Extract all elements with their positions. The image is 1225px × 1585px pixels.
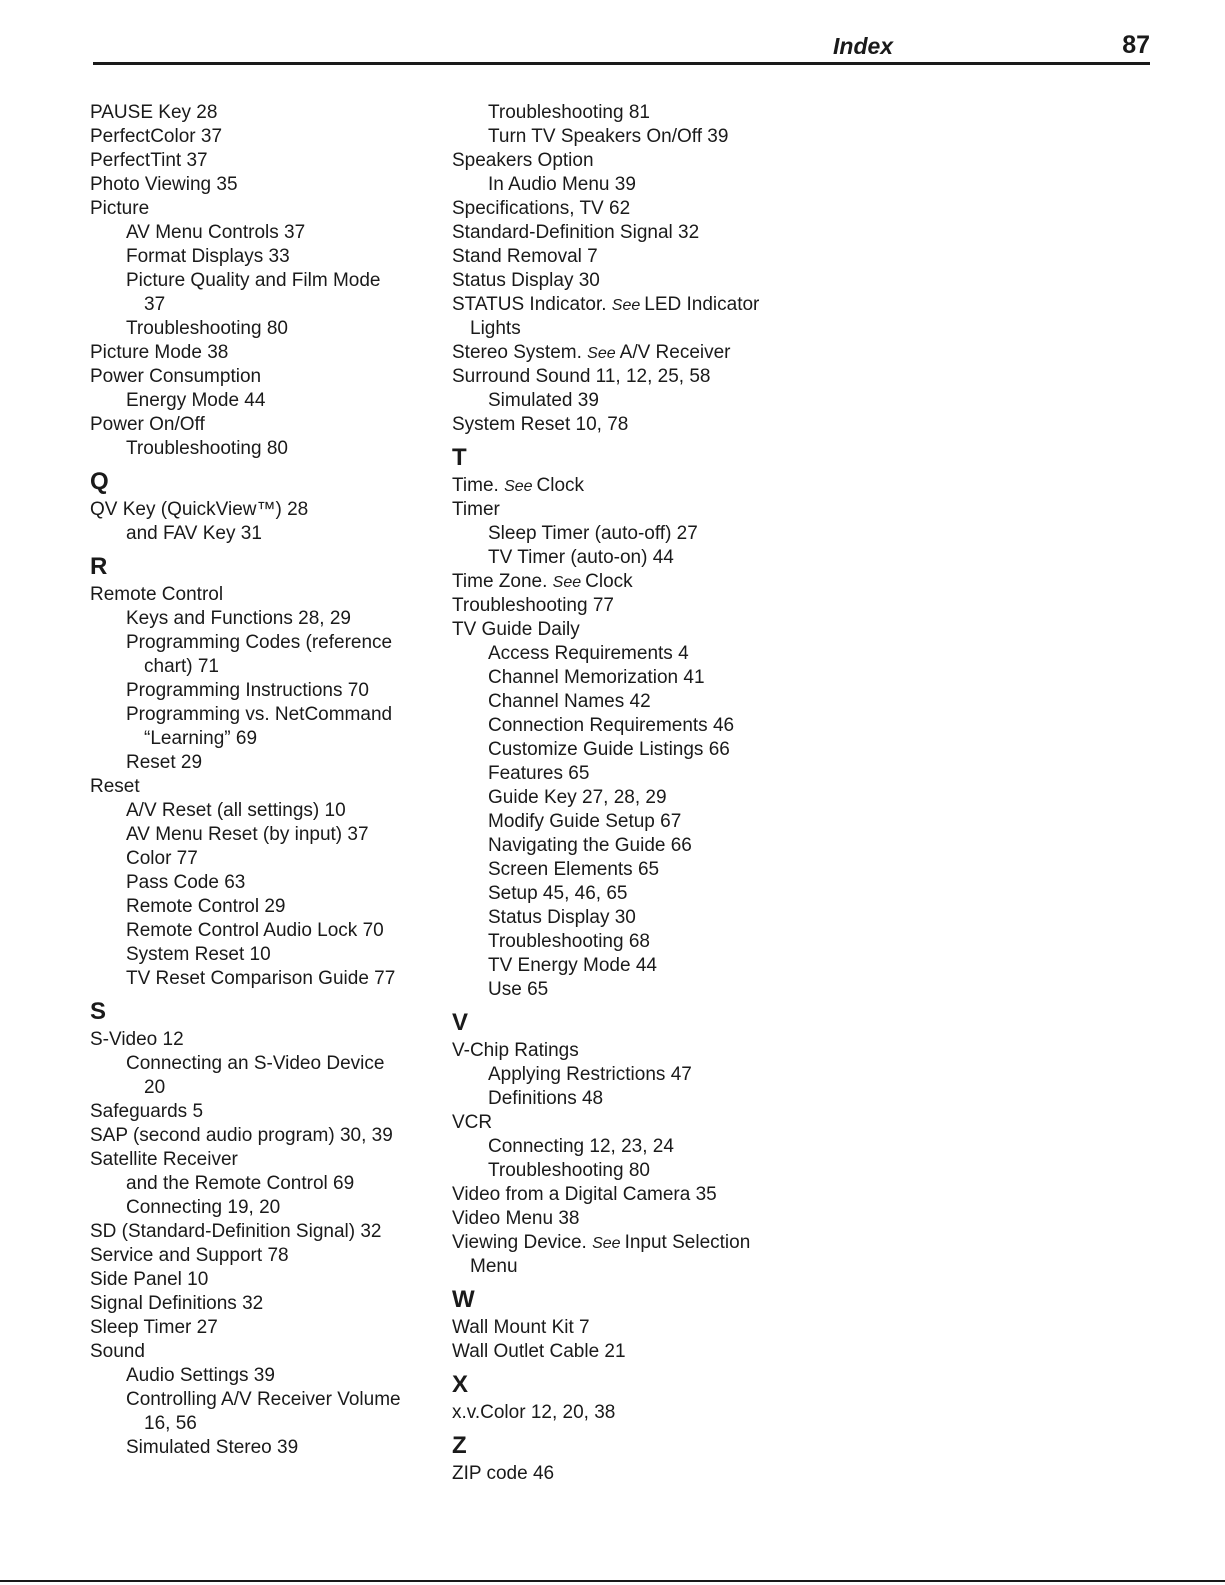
index-subentry: AV Menu Controls 37 bbox=[126, 222, 306, 243]
index-entry: Satellite Receiver bbox=[90, 1149, 238, 1170]
index-entry: Status Display 30 bbox=[452, 270, 600, 291]
index-subentry: Connecting 19, 20 bbox=[126, 1197, 281, 1218]
index-subentry: Controlling A/V Receiver Volume bbox=[126, 1389, 401, 1410]
see-reference-target: Input Selection bbox=[624, 1232, 751, 1253]
page-header bbox=[93, 28, 1150, 65]
index-subentry: Troubleshooting 80 bbox=[126, 318, 288, 339]
index-subentry: AV Menu Reset (by input) 37 bbox=[126, 824, 369, 845]
index-column-right bbox=[452, 101, 852, 1486]
index-entry-term: STATUS Indicator. bbox=[452, 294, 612, 315]
index-subentry: Color 77 bbox=[126, 848, 198, 869]
see-reference-target: A/V Receiver bbox=[619, 342, 731, 363]
index-subentry: and the Remote Control 69 bbox=[126, 1173, 355, 1194]
index-subentry: Audio Settings 39 bbox=[126, 1365, 275, 1386]
index-subentry: Turn TV Speakers On/Off 39 bbox=[488, 126, 729, 147]
index-section-letter: V bbox=[452, 1009, 469, 1036]
index-subentry: Simulated Stereo 39 bbox=[126, 1437, 299, 1458]
index-entry: Surround Sound 11, 12, 25, 58 bbox=[452, 366, 711, 387]
index-subentry: System Reset 10 bbox=[126, 944, 271, 965]
index-section-letter: Q bbox=[90, 468, 109, 495]
index-subentry: Channel Memorization 41 bbox=[488, 667, 705, 688]
see-reference-target: LED Indicator bbox=[644, 294, 760, 315]
index-entry: Service and Support 78 bbox=[90, 1245, 289, 1266]
index-entry: Wall Outlet Cable 21 bbox=[452, 1341, 626, 1362]
index-subentry: Status Display 30 bbox=[488, 907, 636, 928]
index-subentry: TV Timer (auto-on) 44 bbox=[488, 547, 674, 568]
index-entry: PAUSE Key 28 bbox=[90, 102, 218, 123]
index-see-entry bbox=[452, 474, 852, 498]
index-entry: Photo Viewing 35 bbox=[90, 174, 238, 195]
index-entry: Signal Definitions 32 bbox=[90, 1293, 264, 1314]
index-entry: Picture Mode 38 bbox=[90, 342, 229, 363]
index-subentry: Troubleshooting 80 bbox=[488, 1160, 650, 1181]
index-entry: x.v.Color 12, 20, 38 bbox=[452, 1402, 616, 1423]
index-subentry: TV Energy Mode 44 bbox=[488, 955, 657, 976]
see-reference-label: See bbox=[592, 1235, 621, 1252]
index-subentry: Keys and Functions 28, 29 bbox=[126, 608, 351, 629]
page-number: 87 bbox=[1122, 31, 1150, 59]
index-entry: Power On/Off bbox=[90, 414, 205, 435]
see-reference-label: See bbox=[504, 478, 533, 495]
index-subentry: Connecting 12, 23, 24 bbox=[488, 1136, 674, 1157]
see-reference-label: See bbox=[611, 297, 641, 314]
bottom-rule bbox=[0, 1580, 1225, 1582]
index-subentry: Definitions 48 bbox=[488, 1088, 604, 1109]
index-entry: Speakers Option bbox=[452, 150, 594, 171]
index-subentry: 16, 56 bbox=[144, 1413, 197, 1434]
see-reference-label: See bbox=[552, 574, 582, 591]
index-entry: Sound bbox=[90, 1341, 145, 1362]
see-reference-label: See bbox=[587, 345, 616, 362]
index-see-entry bbox=[452, 570, 852, 594]
index-subentry: Programming Instructions 70 bbox=[126, 680, 369, 701]
index-subentry: Energy Mode 44 bbox=[126, 390, 266, 411]
index-subentry: A/V Reset (all settings) 10 bbox=[126, 800, 346, 821]
index-entry: System Reset 10, 78 bbox=[452, 414, 629, 435]
index-entry: Safeguards 5 bbox=[90, 1101, 204, 1122]
index-section-letter: Z bbox=[452, 1432, 467, 1459]
index-subentry: Menu bbox=[470, 1256, 518, 1277]
index-subentry: “Learning” 69 bbox=[144, 728, 258, 749]
index-subentry: Simulated 39 bbox=[488, 390, 599, 411]
index-subentry: Lights bbox=[470, 318, 521, 339]
index-section-letter: X bbox=[452, 1371, 469, 1398]
index-entry: Specifications, TV 62 bbox=[452, 198, 631, 219]
index-entry: Side Panel 10 bbox=[90, 1269, 209, 1290]
index-subentry: Screen Elements 65 bbox=[488, 859, 660, 880]
index-subentry: Remote Control Audio Lock 70 bbox=[126, 920, 384, 941]
index-subentry: Channel Names 42 bbox=[488, 691, 651, 712]
index-section-letter: R bbox=[90, 553, 108, 580]
index-see-entry bbox=[452, 293, 852, 317]
index-subentry: Remote Control 29 bbox=[126, 896, 286, 917]
index-column-left bbox=[90, 101, 440, 1460]
index-entry: Standard-Definition Signal 32 bbox=[452, 222, 700, 243]
index-subentry: Troubleshooting 68 bbox=[488, 931, 650, 952]
index-entry-term: Time. bbox=[452, 475, 505, 496]
index-entry: Remote Control bbox=[90, 584, 224, 605]
index-subentry: Troubleshooting 81 bbox=[488, 102, 650, 123]
index-entry: ZIP code 46 bbox=[452, 1463, 555, 1484]
index-see-entry bbox=[452, 341, 852, 365]
index-entry: PerfectColor 37 bbox=[90, 126, 223, 147]
index-subentry: Picture Quality and Film Mode bbox=[126, 270, 381, 291]
index-entry: S-Video 12 bbox=[90, 1029, 184, 1050]
index-entry-term: Time Zone. bbox=[452, 571, 553, 592]
index-entry: Sleep Timer 27 bbox=[90, 1317, 218, 1338]
index-subentry: Setup 45, 46, 65 bbox=[488, 883, 628, 904]
index-see-entry bbox=[452, 1231, 852, 1255]
index-entry: SD (Standard-Definition Signal) 32 bbox=[90, 1221, 382, 1242]
see-reference-target: Clock bbox=[585, 571, 633, 592]
index-subentry: Programming vs. NetCommand bbox=[126, 704, 393, 725]
index-subentry: In Audio Menu 39 bbox=[488, 174, 636, 195]
index-subentry: Access Requirements 4 bbox=[488, 643, 689, 664]
index-subentry: 20 bbox=[144, 1077, 166, 1098]
index-subentry: Use 65 bbox=[488, 979, 549, 1000]
index-entry: Power Consumption bbox=[90, 366, 262, 387]
index-entry: Reset bbox=[90, 776, 140, 797]
index-subentry: and FAV Key 31 bbox=[126, 523, 262, 544]
index-entry: SAP (second audio program) 30, 39 bbox=[90, 1125, 393, 1146]
index-subentry: Modify Guide Setup 67 bbox=[488, 811, 682, 832]
index-section-letter: S bbox=[90, 998, 107, 1025]
index-subentry: Pass Code 63 bbox=[126, 872, 246, 893]
index-subentry: Features 65 bbox=[488, 763, 590, 784]
index-entry: Video Menu 38 bbox=[452, 1208, 580, 1229]
index-subentry: 37 bbox=[144, 294, 166, 315]
index-entry: QV Key (QuickView™) 28 bbox=[90, 499, 309, 520]
index-subentry: Sleep Timer (auto-off) 27 bbox=[488, 523, 698, 544]
index-subentry: Reset 29 bbox=[126, 752, 203, 773]
index-entry: VCR bbox=[452, 1112, 493, 1133]
index-section-letter: W bbox=[452, 1286, 475, 1313]
index-entry: Wall Mount Kit 7 bbox=[452, 1317, 590, 1338]
index-subentry: Connection Requirements 46 bbox=[488, 715, 735, 736]
index-subentry: Format Displays 33 bbox=[126, 246, 290, 267]
index-entry: Timer bbox=[452, 499, 500, 520]
index-subentry: Navigating the Guide 66 bbox=[488, 835, 692, 856]
index-subentry: Connecting an S-Video Device bbox=[126, 1053, 385, 1074]
index-entry: PerfectTint 37 bbox=[90, 150, 208, 171]
index-entry: TV Guide Daily bbox=[452, 619, 580, 640]
index-subentry: Customize Guide Listings 66 bbox=[488, 739, 730, 760]
index-subentry: TV Reset Comparison Guide 77 bbox=[126, 968, 396, 989]
index-entry-term: Stereo System. bbox=[452, 342, 588, 363]
see-reference-target: Clock bbox=[536, 475, 585, 496]
index-section-letter: T bbox=[452, 444, 467, 471]
header-title: Index bbox=[833, 33, 894, 59]
index-entry: Troubleshooting 77 bbox=[452, 595, 614, 616]
index-subentry: Guide Key 27, 28, 29 bbox=[488, 787, 667, 808]
index-entry-term: Viewing Device. bbox=[452, 1232, 593, 1253]
index-subentry: Programming Codes (reference bbox=[126, 632, 393, 653]
index-entry: V-Chip Ratings bbox=[452, 1040, 579, 1061]
index-subentry: chart) 71 bbox=[144, 656, 219, 677]
index-entry: Picture bbox=[90, 198, 150, 219]
index-subentry: Troubleshooting 80 bbox=[126, 438, 288, 459]
index-entry: Video from a Digital Camera 35 bbox=[452, 1184, 717, 1205]
index-subentry: Applying Restrictions 47 bbox=[488, 1064, 692, 1085]
index-entry: Stand Removal 7 bbox=[452, 246, 598, 267]
